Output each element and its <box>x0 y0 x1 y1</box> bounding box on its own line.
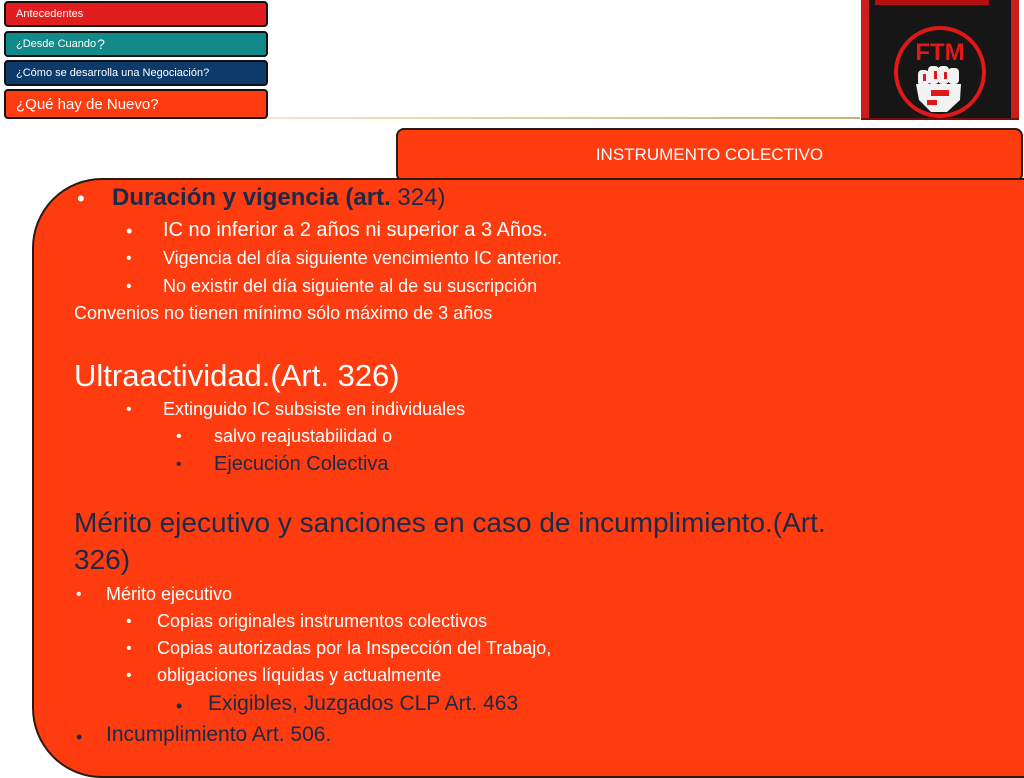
bullet-marker: • <box>77 186 85 211</box>
nav-antecedentes-button[interactable] <box>4 1 268 27</box>
bullet-marker: • <box>126 250 132 267</box>
s1-note: Convenios no tienen mínimo sólo máximo de 3 años <box>74 303 493 323</box>
ftm-logo <box>861 0 1019 120</box>
s3-title-line-1: Mérito ejecutivo y sanciones en caso de incumplimiento.(Art. <box>74 507 826 538</box>
s2-item: Extinguido IC subsiste en individuales <box>163 399 466 419</box>
bullet-marker: • <box>76 586 82 603</box>
bullet-marker: • <box>126 613 132 630</box>
bullet-marker: • <box>176 428 182 445</box>
bullet-marker: • <box>126 667 132 684</box>
logo-text: FTM <box>915 39 965 66</box>
nav-como-negociacion-label: ¿Cómo se desarrolla una Negociación? <box>16 67 210 79</box>
s3-last: Incumplimiento Art. 506. <box>106 723 332 746</box>
bullet-marker: • <box>126 221 133 241</box>
nav-que-hay-nuevo-label: ¿Qué hay de Nuevo? <box>16 95 159 113</box>
section-title-text: INSTRUMENTO COLECTIVO <box>595 145 824 164</box>
s3-item: Mérito ejecutivo <box>106 584 233 604</box>
s3-sub-1: Copias originales instrumentos colectivos <box>157 611 488 631</box>
s1-item-3: No existir del día siguiente al de su suscripción <box>163 276 538 296</box>
bullet-marker: • <box>76 727 83 747</box>
nav-como-negociacion-button[interactable] <box>4 60 268 86</box>
s1-title-main: Duración y vigencia (art. <box>112 184 391 211</box>
nav-desde-cuando-label: ¿Desde Cuando <box>16 38 97 50</box>
bullet-marker: • <box>176 456 182 473</box>
section-title-tab <box>396 128 1023 182</box>
s3-title-line-2: 326) <box>74 544 131 575</box>
s1-item-2: Vigencia del día siguiente vencimiento IC anterior. <box>163 248 562 268</box>
nav-antecedentes-label: Antecedentes <box>16 8 84 20</box>
raised-fist-icon <box>861 0 1019 118</box>
s3-sub-3: obligaciones líquidas y actualmente <box>157 665 442 685</box>
header-divider <box>268 117 860 119</box>
s2-title: Ultraactividad.(Art. 326) <box>74 358 400 393</box>
s2-sub-1: salvo reajustabilidad o <box>214 426 393 446</box>
s3-subsub: Exigibles, Juzgados CLP Art. 463 <box>208 692 519 715</box>
bullet-marker: • <box>126 278 132 295</box>
s1-title <box>112 184 445 212</box>
nav-desde-cuando-button[interactable] <box>4 31 268 57</box>
nav-que-hay-nuevo-button[interactable] <box>4 89 268 119</box>
s1-item-1: IC no inferior a 2 años ni superior a 3 Años. <box>163 219 548 241</box>
s1-title-article: 324) <box>390 184 446 211</box>
nav-desde-cuando-question-mark: ? <box>97 36 105 52</box>
bullet-marker: • <box>126 401 132 418</box>
s3-sub-2: Copias autorizadas por la Inspección del Trabajo, <box>157 638 552 658</box>
s2-sub-2: Ejecución Colectiva <box>214 453 389 475</box>
bullet-marker: • <box>176 696 183 716</box>
bullet-marker: • <box>126 640 132 657</box>
